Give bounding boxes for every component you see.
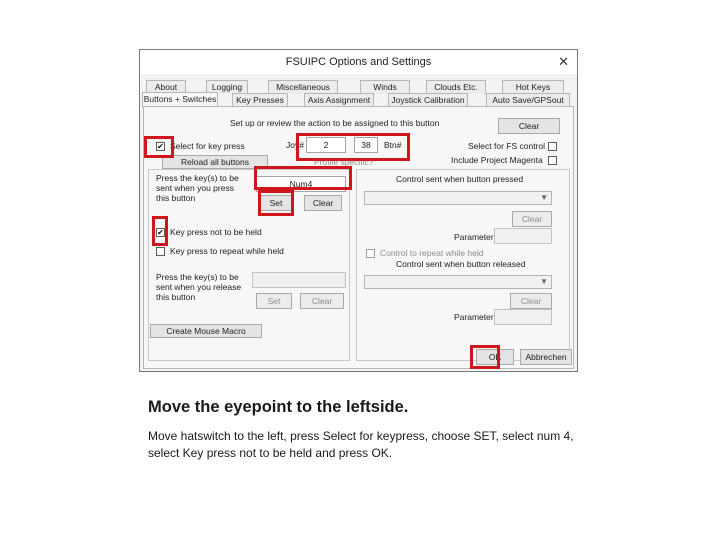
create-mouse-macro-button[interactable]: Create Mouse Macro xyxy=(150,324,262,338)
include-project-magenta-label: Include Project Magenta xyxy=(451,155,543,165)
control-sent-released-label: Control sent when button released xyxy=(396,259,526,269)
key-not-held-label: Key press not to be held xyxy=(170,227,262,237)
clear-key-button[interactable]: Clear xyxy=(304,195,342,211)
select-for-fs-control-checkbox[interactable] xyxy=(548,142,557,151)
set-release-button[interactable]: Set xyxy=(256,293,292,309)
highlight-joy-btn xyxy=(296,133,410,161)
include-project-magenta-checkbox[interactable] xyxy=(548,156,557,165)
tab-miscellaneous[interactable]: Miscellaneous xyxy=(268,80,338,94)
reload-all-buttons-button[interactable]: Reload all buttons xyxy=(162,155,268,169)
clear-low-button[interactable]: Clear xyxy=(510,293,552,309)
tab-winds[interactable]: Winds xyxy=(360,80,410,94)
tab-key-presses[interactable]: Key Presses xyxy=(232,93,288,107)
clear-mid-button[interactable]: Clear xyxy=(512,211,552,227)
release-key-field[interactable] xyxy=(252,272,346,288)
tab-buttons-switches[interactable]: Buttons + Switches xyxy=(142,92,218,107)
highlight-select-key-press xyxy=(144,136,174,158)
parameter-release-label: Parameter xyxy=(454,312,494,322)
button-number-label: Btn# xyxy=(384,140,402,150)
window-title: FSUIPC Options and Settings xyxy=(285,56,432,68)
highlight-key-not-held xyxy=(152,216,168,246)
control-repeat-checkbox[interactable] xyxy=(366,249,375,258)
clear-release-button[interactable]: Clear xyxy=(300,293,344,309)
press-key-instructions: Press the key(s) to be sent when you press this button xyxy=(156,173,239,203)
key-not-held-checkbox[interactable]: ✔ xyxy=(157,228,164,237)
tab-hot-keys[interactable]: Hot Keys xyxy=(502,80,564,94)
button-number-field[interactable]: 38 xyxy=(354,137,378,153)
joy-label: Joy# xyxy=(286,140,304,150)
parameter-label: Parameter xyxy=(454,232,494,242)
key-repeat-checkbox[interactable] xyxy=(156,247,165,256)
release-key-instructions: Press the key(s) to be sent when you release this button xyxy=(156,272,242,302)
joy-number-field[interactable]: 2 xyxy=(306,137,346,153)
select-for-key-press-label: Select for key press xyxy=(170,141,245,151)
chevron-down-icon: ▼ xyxy=(540,193,548,202)
key-value-field[interactable]: Num4 xyxy=(256,176,346,192)
highlight-ok-button xyxy=(470,345,500,369)
fsuipc-dialog xyxy=(139,49,578,372)
title-bar xyxy=(140,50,577,74)
chevron-down-icon: ▼ xyxy=(540,277,548,286)
control-released-dropdown[interactable] xyxy=(364,275,552,289)
tab-clouds[interactable]: Clouds Etc. xyxy=(426,80,486,94)
caption-heading: Move the eyepoint to the leftside. xyxy=(148,398,409,416)
parameter-field[interactable] xyxy=(494,228,552,244)
select-for-key-press-checkbox[interactable]: ✔ xyxy=(157,142,164,151)
clear-top-button[interactable]: Clear xyxy=(498,118,560,134)
tab-about[interactable]: About xyxy=(146,80,186,94)
cancel-button[interactable]: Abbrechen xyxy=(520,349,572,365)
profile-specific-label: Profile specific? xyxy=(314,157,374,167)
tab-auto-save[interactable]: Auto Save/GPSout xyxy=(486,93,570,107)
set-button[interactable]: Set xyxy=(260,195,292,211)
highlight-set-button xyxy=(258,190,294,216)
control-repeat-label: Control to repeat while held xyxy=(380,248,484,258)
panel-header: Set up or review the action to be assigned to this button xyxy=(230,118,440,128)
highlight-key-field xyxy=(254,166,352,190)
tab-axis-assignment[interactable]: Axis Assignment xyxy=(304,93,374,107)
select-for-fs-control-label: Select for FS control xyxy=(468,141,546,151)
tab-logging[interactable]: Logging xyxy=(206,80,248,94)
key-repeat-label: Key press to repeat while held xyxy=(170,246,284,256)
tab-joystick-calibration[interactable]: Joystick Calibration xyxy=(388,93,468,107)
close-button[interactable]: ✕ xyxy=(558,54,569,69)
parameter-release-field[interactable] xyxy=(494,309,552,325)
ok-button[interactable]: OK xyxy=(476,349,514,365)
caption-text: Move hatswitch to the left, press Select for keypress, choose SET, select num 4, select Key press not to be held and press OK. xyxy=(148,429,574,460)
control-sent-pressed-label: Control sent when button pressed xyxy=(396,174,524,184)
control-pressed-dropdown[interactable] xyxy=(364,191,552,205)
